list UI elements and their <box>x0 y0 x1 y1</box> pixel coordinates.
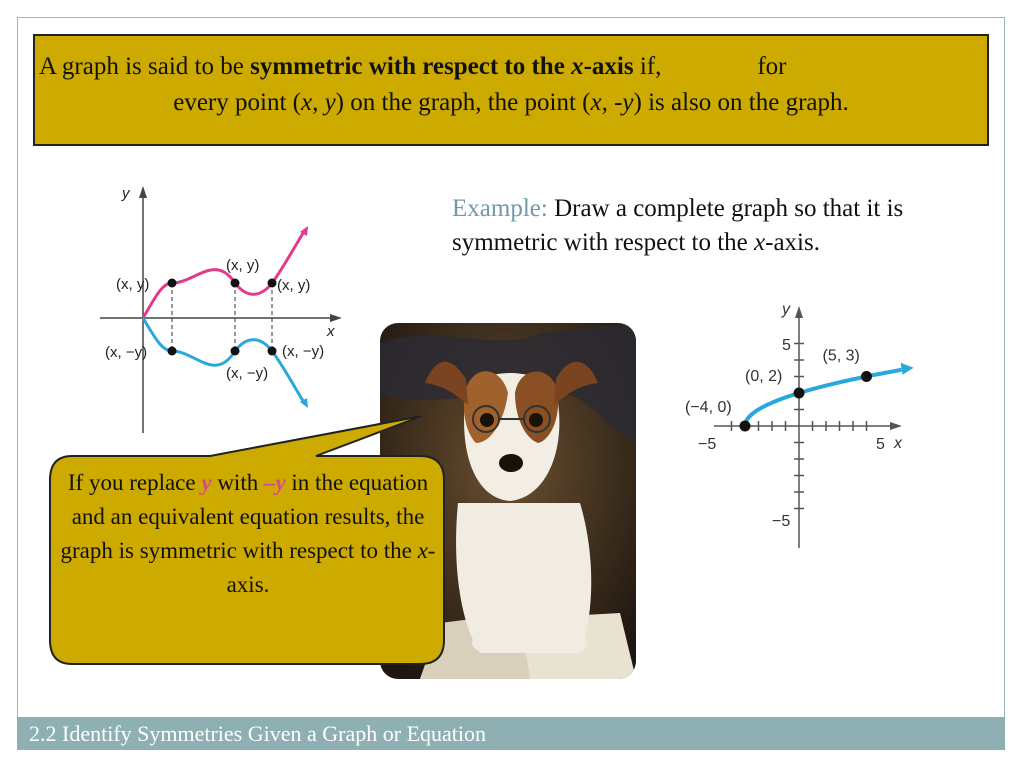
g1-label-bot-right: (x, −y) <box>282 343 325 360</box>
g2-y-label: y <box>782 301 790 318</box>
g2-point-label: (5, 3) <box>822 347 860 365</box>
g1-label-top-mid: (x, y) <box>226 257 260 274</box>
g2-point <box>740 421 751 432</box>
dog-paw-left <box>472 633 508 653</box>
dog-body <box>456 503 591 653</box>
example-axis: -axis. <box>765 229 820 256</box>
dog-nose <box>499 454 523 472</box>
definition-for: for <box>757 53 787 80</box>
callout-t3: in the equation and an equivalent equation results, the graph is symmetric with respect to the <box>60 470 429 563</box>
symmetry-diagram <box>100 178 345 438</box>
callout-y: y <box>201 470 212 495</box>
example-x: x <box>754 229 766 256</box>
g2-points <box>685 348 872 432</box>
g1-point <box>168 279 177 288</box>
g1-point <box>268 347 277 356</box>
definition-bold-x: x <box>571 53 584 80</box>
callout-t1: If you replace <box>67 470 202 495</box>
g2-tick-x-pos: 5 <box>876 436 885 453</box>
g1-point <box>168 347 177 356</box>
definition-bold-text: symmetric with respect to the <box>250 53 572 80</box>
g1-lower-curve <box>143 318 305 404</box>
g2-tick-y-pos: 5 <box>782 337 791 354</box>
g2-tick-x-neg: −5 <box>698 436 717 453</box>
definition-line-2 <box>35 89 987 117</box>
g1-label-bot-mid: (x, −y) <box>226 365 269 382</box>
dog-paw-right <box>552 633 588 653</box>
g2-x-label: x <box>894 435 902 452</box>
definition-bold <box>250 53 633 80</box>
example-label: Example: <box>452 195 548 222</box>
g1-point <box>231 279 240 288</box>
g2-point-label: (0, 2) <box>745 368 783 385</box>
definition-point-xny: x, -y <box>590 89 634 116</box>
definition-point-xy: x, y <box>300 89 336 116</box>
callout-t2: with <box>211 470 264 495</box>
callout-neg-y: –y <box>263 470 286 495</box>
g2-x-arrow <box>890 422 902 430</box>
definition-text-2c: ) is also on the graph. <box>633 89 849 116</box>
g1-label-top-left: (x, y) <box>116 276 150 293</box>
footer-bar <box>17 717 1005 750</box>
g1-y-label: y <box>122 185 130 202</box>
g1-upper-curve <box>143 230 305 318</box>
definition-box <box>33 34 989 146</box>
example-graph <box>664 296 919 551</box>
callout-t4: -axis. <box>226 538 436 597</box>
definition-text: A graph is said to be <box>39 53 251 80</box>
callout-text <box>60 466 436 602</box>
g1-point <box>231 347 240 356</box>
definition-line-1 <box>39 53 991 81</box>
g1-point <box>268 279 277 288</box>
g2-tick-y-neg: −5 <box>772 513 791 530</box>
callout-x: x <box>417 538 428 563</box>
g2-point <box>794 388 805 399</box>
g2-curve-arrow <box>901 363 914 375</box>
g1-y-arrow <box>139 186 147 198</box>
dog-eye-right <box>529 413 543 427</box>
g2-y-arrow <box>795 306 803 318</box>
g1-label-bot-left: (x, −y) <box>105 344 148 361</box>
dog-eye-left <box>480 413 494 427</box>
example-body: Draw a complete graph so that it is symmetric with respect to the <box>452 195 904 256</box>
definition-text-2a: every point ( <box>173 89 301 116</box>
definition-bold-axis: -axis <box>583 53 634 80</box>
definition-if: if, <box>633 53 662 80</box>
g2-point-label: (−4, 0) <box>685 399 732 416</box>
g2-point <box>861 371 872 382</box>
g1-x-arrow <box>330 314 342 322</box>
footer-title: 2.2 Identify Symmetries Given a Graph or Equation <box>29 721 487 746</box>
g1-label-top-right: (x, y) <box>277 277 311 294</box>
example-text <box>452 192 992 260</box>
definition-text-2b: ) on the graph, the point ( <box>335 89 591 116</box>
g1-x-label: x <box>327 323 335 340</box>
